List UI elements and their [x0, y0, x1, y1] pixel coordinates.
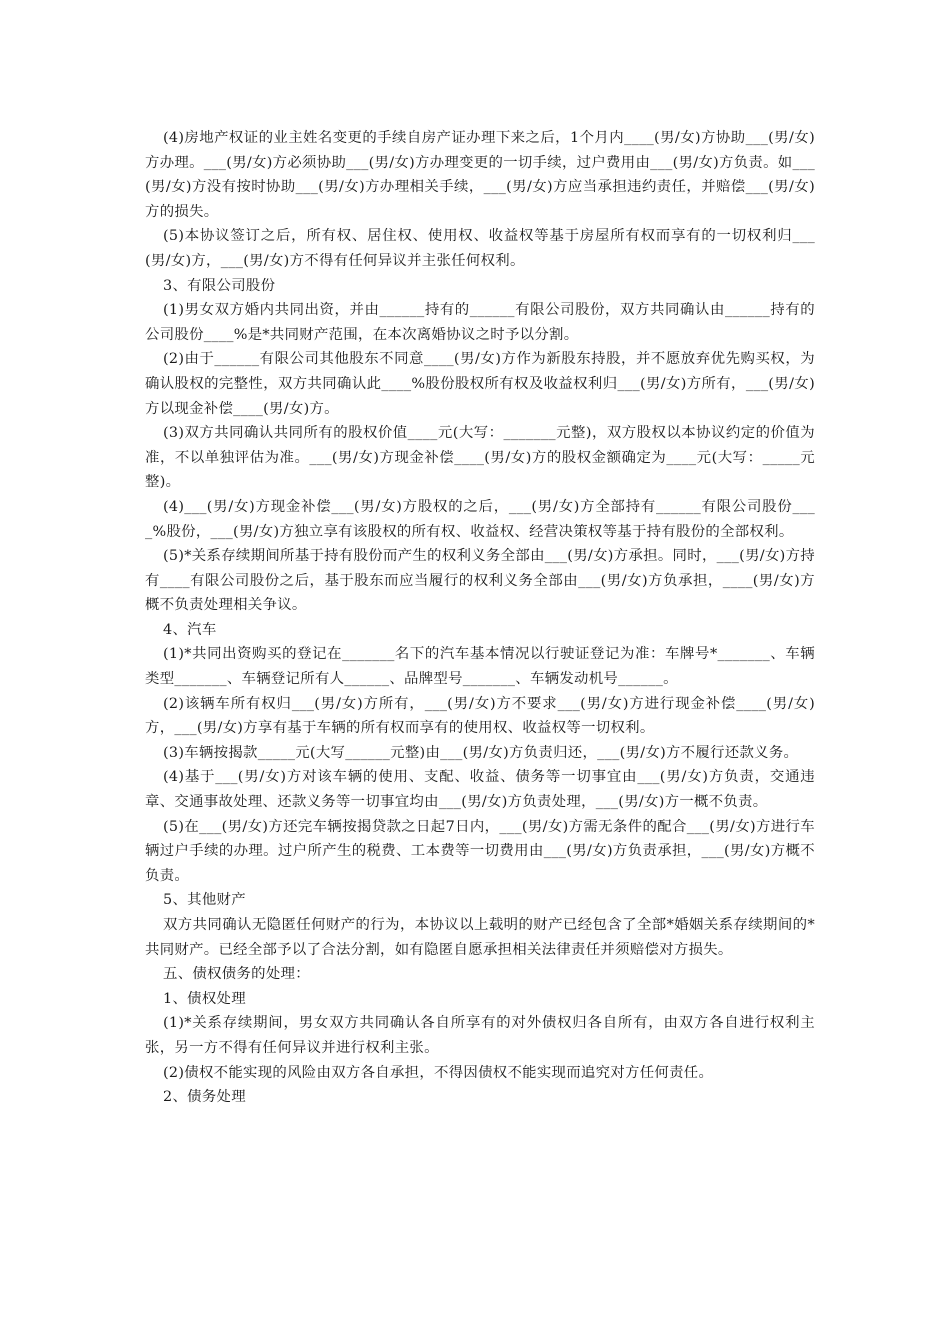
subheading-creditor-rights: 1、债权处理 [163, 990, 246, 1007]
shares-clause-4: (4)___(男/女)方现金补偿___(男/女)方股权的之后，___(男/女)方全部持有______有限公司股份____%股份，___(男/女)方独立享有该股权的所有权、收益权、经营决策权等基于持有股份的全部权利。 [145, 498, 815, 540]
car-clause-4: (4)基于___(男/女)方对该车辆的使用、支配、收益、债务等一切事宜由___(男/女)方负责，交通违章、交通事故处理、还款义务等一切事宜均由___(男/女)方负责处理，___(男/女)方一概不负责。 [145, 769, 815, 811]
shares-clause-2: (2)由于______有限公司其他股东不同意____(男/女)方作为新股东持股，并不愿放弃优先购买权，为确认股权的完整性，双方共同确认此____%股份股权所有权及收益权利归___(男/女)方所有，___(男/女)方以现金补偿____(男/女)方。 [145, 351, 815, 417]
clause-5-property-rights: (5)本协议签订之后，所有权、居住权、使用权、收益权等基于房屋所有权而享有的一切权利归___(男/女)方，___(男/女)方不得有任何异议并主张任何权利。 [145, 228, 815, 269]
creditor-clause-1: (1)*关系存续期间，男女双方共同确认各自所享有的对外债权归各自所有，由双方各自进行权利主张，另一方不得有任何异议并进行权利主张。 [145, 1015, 815, 1056]
shares-clause-1: (1)男女双方婚内共同出资，并由______持有的______有限公司股份，双方共同确认由______持有的公司股份____%是*共同财产范围，在本次离婚协议之时予以分割。 [145, 302, 815, 343]
shares-clause-5: (5)*关系存续期间所基于持有股份而产生的权利义务全部由___(男/女)方承担。同时，___(男/女)方持有____有限公司股份之后，基于股东而应当履行的权利义务全部由___(男/女)方负承担，____(男/女)方概不负责处理相关争议。 [145, 548, 815, 614]
car-clause-3: (3)车辆按揭款_____元(大写______元整)由___(男/女)方负责归还，___(男/女)方不履行还款义务。 [163, 744, 799, 761]
car-clause-5: (5)在___(男/女)方还完车辆按揭贷款之日起7日内，___(男/女)方需无条件的配合___(男/女)方进行车辆过户手续的办理。过户所产生的税费、工本费等一切费用由___(男/女)方负责承担，___(男/女)方概不负责。 [145, 818, 815, 884]
car-clause-1: (1)*共同出资购买的登记在_______名下的汽车基本情况以行驶证登记为准：车牌号*_______、车辆类型_______、车辆登记所有人______、品牌型号_______、车辆发动机号______。 [145, 646, 815, 688]
other-property-clause: 双方共同确认无隐匿任何财产的行为，本协议以上载明的财产已经包含了全部*婚姻关系存续期间的*共同财产。已经全部予以了合法分割，如有隐匿自愿承担相关法律责任并须赔偿对方损失。 [145, 917, 815, 958]
document-page [145, 126, 815, 1110]
creditor-clause-2: (2)债权不能实现的风险由双方各自承担，不得因债权不能实现而追究对方任何责任。 [163, 1064, 714, 1081]
section-heading-company-shares: 3、有限公司股份 [163, 277, 276, 294]
section-heading-debts: 五、债权债务的处理： [163, 966, 310, 983]
car-clause-2: (2)该辆车所有权归___(男/女)方所有，___(男/女)方不要求___(男/女)方进行现金补偿____(男/女)方，___(男/女)方享有基于车辆的所有权而享有的使用权、收益权等一切权利。 [145, 695, 815, 737]
clause-4-property-transfer: (4)房地产权证的业主姓名变更的手续自房产证办理下来之后，1个月内____(男/女)方协助___(男/女)方办理。___(男/女)方必须协助___(男/女)方办理变更的一切手续，过户费用由___(男/女)方负责。如___(男/女)方没有按时协助___(男/女)方办理相关手续，___(男/女)方应当承担违约责任，并赔偿___(男/女)方的损失。 [145, 130, 815, 220]
shares-clause-3: (3)双方共同确认共同所有的股权价值____元(大写：_______元整)，双方股权以本协议约定的价值为准，不以单独评估为准。___(男/女)方现金补偿____(男/女)方的股权金额确定为____元(大写：_____元整)。 [145, 425, 815, 491]
section-heading-other-property: 5、其他财产 [163, 892, 246, 909]
section-heading-car: 4、汽车 [163, 621, 217, 638]
subheading-debt-handling: 2、债务处理 [163, 1089, 246, 1106]
